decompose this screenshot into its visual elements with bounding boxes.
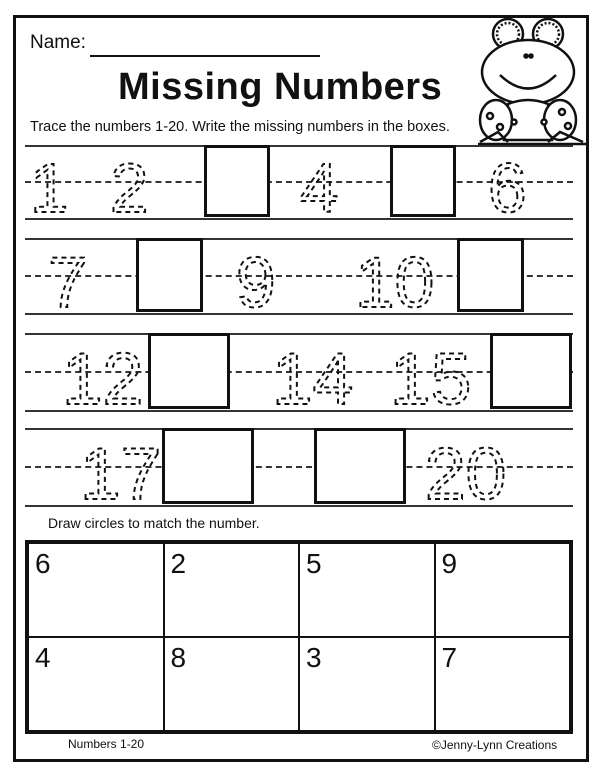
- cell-number: 7: [441, 642, 458, 673]
- traceable-number-text: 14: [272, 338, 354, 410]
- cell-number: 5: [306, 548, 322, 579]
- missing-number-box[interactable]: [162, 428, 254, 504]
- base-line: [25, 505, 573, 507]
- circle-count-cell[interactable]: [164, 543, 300, 637]
- traceable-number[interactable]: [355, 238, 465, 313]
- circle-count-cell[interactable]: [28, 543, 164, 637]
- footer-title: Numbers 1-20: [68, 737, 145, 751]
- traceable-number[interactable]: [425, 428, 535, 505]
- frog-illustration: [478, 12, 588, 147]
- name-input-line[interactable]: [90, 55, 320, 57]
- circle-count-cell[interactable]: [435, 543, 571, 637]
- traceable-number-text: 10: [355, 243, 435, 313]
- circle-count-cell[interactable]: [299, 543, 435, 637]
- circles-grid: [25, 540, 573, 734]
- cell-number: 2: [170, 548, 187, 579]
- traceable-number-text: 20: [425, 433, 507, 505]
- cell-number: 6: [35, 548, 51, 579]
- traceable-number[interactable]: [488, 145, 598, 218]
- name-label: Name:: [30, 32, 86, 53]
- missing-number-box[interactable]: [314, 428, 406, 504]
- copyright: ©Jenny-Lynn Creations: [432, 738, 558, 752]
- cell-number: 4: [35, 642, 51, 673]
- circle-count-cell[interactable]: [299, 637, 435, 731]
- base-line: [25, 313, 573, 315]
- missing-number-box[interactable]: [490, 333, 572, 409]
- missing-number-box[interactable]: [457, 238, 524, 312]
- cell-number: 3: [306, 642, 322, 673]
- tracing-row: [25, 238, 573, 313]
- traceable-number-text: 7: [48, 243, 88, 313]
- missing-number-box[interactable]: [390, 145, 456, 217]
- traceable-number[interactable]: [236, 238, 346, 313]
- traceable-number-text: 4: [300, 149, 339, 218]
- traceable-number-text: 6: [488, 149, 527, 218]
- tracing-row: [25, 145, 573, 218]
- traceable-number[interactable]: [272, 333, 382, 410]
- base-line: [25, 218, 573, 220]
- cell-number: 9: [441, 548, 458, 579]
- base-line: [25, 410, 573, 412]
- instructions: Trace the numbers 1-20. Write the missing numbers in the boxes.: [30, 119, 450, 135]
- traceable-number-text: 12: [62, 338, 144, 410]
- circle-count-cell[interactable]: [28, 637, 164, 731]
- circles-instructions: Draw circles to match the number.: [48, 515, 260, 531]
- traceable-number-text: 9: [236, 243, 276, 313]
- traceable-number-text: 17: [80, 433, 162, 505]
- traceable-number-text: 1: [30, 149, 69, 218]
- traceable-number[interactable]: [390, 333, 500, 410]
- missing-number-box[interactable]: [136, 238, 203, 312]
- missing-number-box[interactable]: [148, 333, 230, 409]
- missing-number-box[interactable]: [204, 145, 270, 217]
- tracing-row: [25, 428, 573, 505]
- page-title: Missing Numbers: [118, 66, 443, 108]
- circle-count-cell[interactable]: [164, 637, 300, 731]
- tracing-row: [25, 333, 573, 410]
- traceable-number-text: 2: [110, 149, 149, 218]
- traceable-number-text: 15: [390, 338, 472, 410]
- cell-number: 8: [170, 642, 187, 673]
- circle-count-cell[interactable]: [435, 637, 571, 731]
